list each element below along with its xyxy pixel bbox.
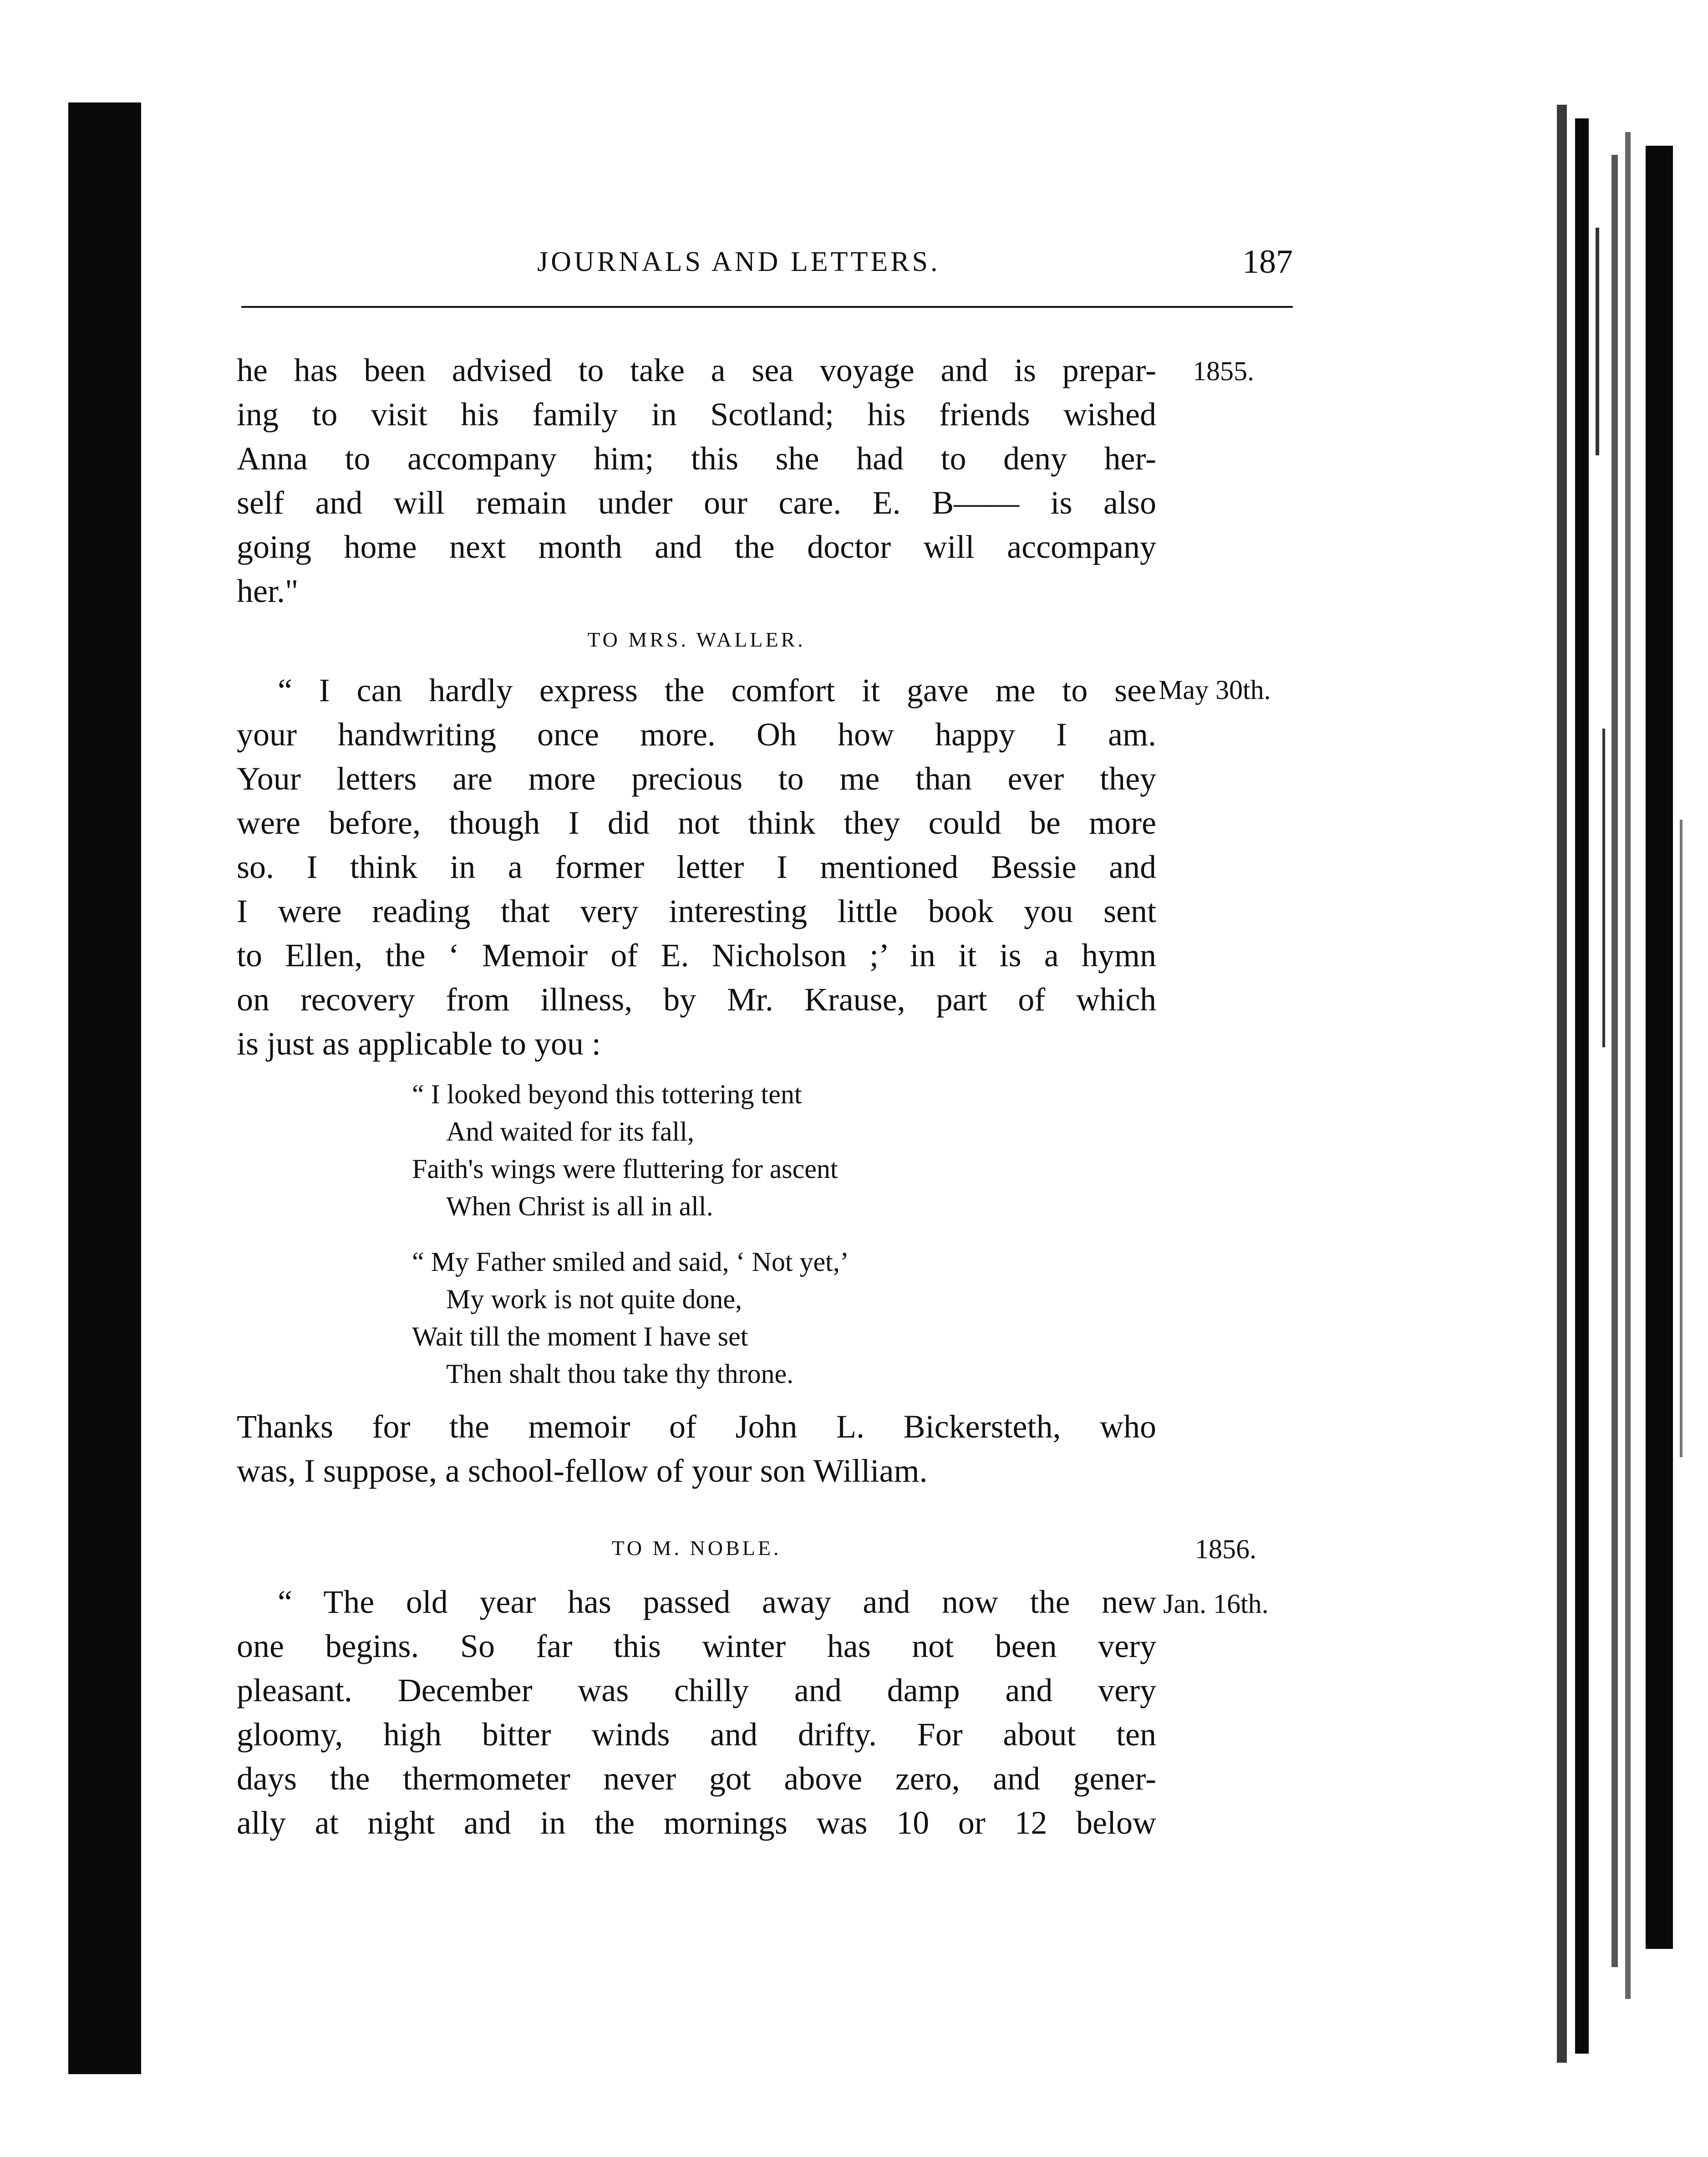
page-edge-artifact — [1557, 91, 1707, 2090]
text-line: I were reading that very interesting little book you sent — [237, 893, 1156, 929]
hymn-stanza-2 — [412, 1243, 849, 1392]
text-line: self and will remain under our care. E. B—— is also — [237, 484, 1156, 521]
page-number: 187 — [1242, 243, 1293, 280]
text-line: “ I can hardly express the comfort it gave me to see — [278, 672, 1156, 709]
verse-line: And waited for its fall, — [446, 1117, 694, 1147]
verse-line: My work is not quite done, — [446, 1284, 742, 1314]
letter-heading-noble: TO M. NOBLE. — [611, 1536, 782, 1560]
text-line: ing to visit his family in Scotland; his friends wished — [237, 396, 1156, 433]
text-line: Thanks for the memoir of John L. Bickersteth, who — [237, 1408, 1156, 1445]
text-line: pleasant. December was chilly and damp and very — [237, 1672, 1156, 1708]
text-line: to Ellen, the ‘ Memoir of E. Nicholson ;’ in it is a hymn — [237, 937, 1156, 974]
verse-line: Wait till the moment I have set — [412, 1321, 748, 1351]
text-line: one begins. So far this winter has not been very — [237, 1628, 1156, 1664]
letter-noble-body — [237, 1580, 1156, 1845]
text-line: was, I suppose, a school-fellow of your son William. — [237, 1453, 928, 1489]
text-line: days the thermometer never got above zero, and gener- — [237, 1760, 1156, 1797]
verse-line: “ My Father smiled and said, ‘ Not yet,’ — [412, 1247, 849, 1277]
margin-date-may: May 30th. — [1159, 675, 1271, 705]
page-header — [237, 239, 1293, 294]
text-line: her." — [237, 573, 299, 609]
text-line: so. I think in a former letter I mentioned Bessie and — [237, 849, 1156, 885]
paragraph-continuation — [237, 348, 1156, 613]
verse-line: Faith's wings were fluttering for ascent — [412, 1154, 838, 1184]
text-line: were before, though I did not think they could be more — [237, 805, 1156, 841]
verse-line: “ I looked beyond this tottering tent — [412, 1079, 802, 1109]
text-line: going home next month and the doctor will accompany — [237, 529, 1156, 565]
verse-line: Then shalt thou take thy throne. — [446, 1359, 794, 1389]
text-line: Your letters are more precious to me than ever they — [237, 760, 1156, 797]
letter-waller-body — [237, 668, 1156, 1066]
text-line: your handwriting once more. Oh how happy I am. — [237, 716, 1156, 753]
text-line: “ The old year has passed away and now the new — [278, 1584, 1156, 1620]
hymn-stanza-1 — [412, 1076, 838, 1225]
binding-shadow — [68, 102, 141, 2074]
header-rule — [241, 306, 1293, 308]
running-head: JOURNALS AND LETTERS. — [537, 246, 940, 277]
margin-date-1855: 1855. — [1193, 356, 1254, 386]
letter-heading-waller: TO MRS. WALLER. — [587, 628, 806, 651]
verse-line: When Christ is all in all. — [446, 1191, 713, 1221]
text-line: on recovery from illness, by Mr. Krause, part of which — [237, 981, 1156, 1018]
text-line: Anna to accompany him; this she had to deny her- — [237, 440, 1156, 477]
margin-date-jan: Jan. 16th. — [1163, 1589, 1269, 1619]
text-line: gloomy, high bitter winds and drifty. For about ten — [237, 1716, 1156, 1753]
letter-waller-closing — [237, 1405, 1156, 1493]
text-line: ally at night and in the mornings was 10 or 12 below — [237, 1805, 1156, 1841]
margin-date-1856: 1856. — [1195, 1534, 1256, 1564]
text-line: he has been advised to take a sea voyage and is prepar- — [237, 352, 1156, 388]
text-line: is just as applicable to you : — [237, 1025, 601, 1062]
